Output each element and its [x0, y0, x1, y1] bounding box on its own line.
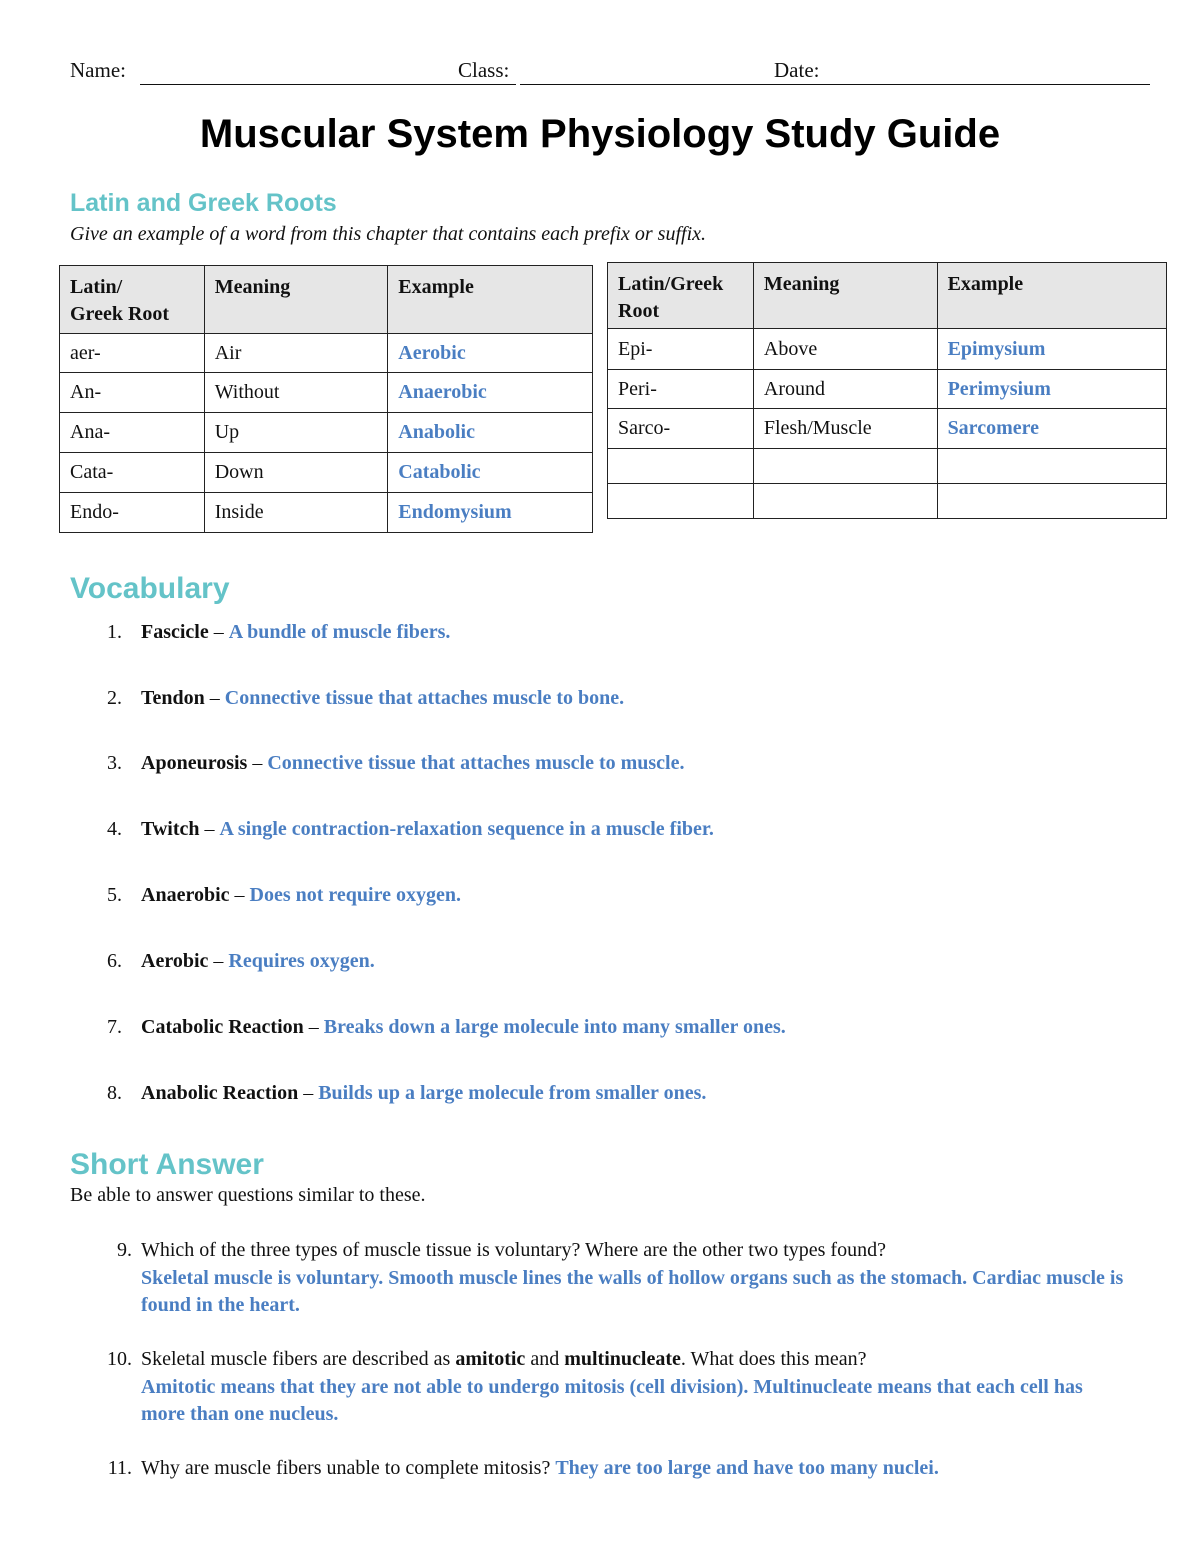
question-text-part: . What does this mean?: [680, 1348, 867, 1370]
separator: –: [298, 1082, 319, 1104]
separator: –: [204, 687, 225, 709]
example-cell[interactable]: Aerobic: [388, 334, 593, 373]
item-number: 4.: [107, 818, 122, 840]
short-answer-heading: Short Answer: [70, 1148, 264, 1181]
table-row: [60, 334, 593, 373]
example-cell[interactable]: Anaerobic: [388, 373, 593, 413]
root-cell: Endo-: [60, 493, 205, 533]
root-cell: Sarco-: [608, 409, 754, 449]
meaning-cell: Around: [753, 370, 937, 409]
root-cell[interactable]: [608, 484, 754, 519]
col-header-meaning: Meaning: [753, 263, 937, 329]
root-cell: Epi-: [608, 329, 754, 370]
question-text-part: and: [525, 1348, 565, 1370]
root-cell: aer-: [60, 334, 205, 373]
root-cell[interactable]: [608, 449, 754, 484]
question-term-multinucleate: multinucleate: [564, 1348, 681, 1370]
vocab-definition[interactable]: Connective tissue that attaches muscle to muscle.: [267, 752, 685, 774]
table-row: [60, 493, 593, 533]
table-row: [60, 373, 593, 413]
header-fields: [70, 58, 1080, 88]
col-header-meaning: Meaning: [204, 266, 388, 334]
example-cell[interactable]: Epimysium: [937, 329, 1166, 370]
separator: –: [208, 950, 229, 972]
root-cell: An-: [60, 373, 205, 413]
name-field[interactable]: [140, 84, 516, 85]
separator: –: [199, 818, 220, 840]
table-row: [608, 370, 1167, 409]
page-title: Muscular System Physiology Study Guide: [199, 112, 1001, 156]
vocab-term: Aerobic: [141, 950, 209, 972]
vocab-definition[interactable]: A bundle of muscle fibers.: [228, 621, 451, 643]
meaning-cell: Without: [204, 373, 388, 413]
item-number: 3.: [107, 752, 122, 774]
name-label: Name:: [70, 58, 126, 82]
root-cell: Ana-: [60, 413, 205, 453]
vocab-definition[interactable]: Requires oxygen.: [228, 950, 375, 972]
meaning-cell[interactable]: [753, 449, 937, 484]
answer-text[interactable]: Skeletal muscle is voluntary. Smooth muscle lines the walls of hollow organs such as the stomach. Cardiac muscle is found in the heart.: [141, 1266, 1124, 1316]
question-number: 9.: [117, 1239, 132, 1261]
vocab-term: Aponeurosis: [141, 752, 248, 774]
meaning-cell: Up: [204, 413, 388, 453]
question-text: Why are muscle fibers unable to complete mitosis?: [141, 1457, 556, 1479]
example-cell[interactable]: Endomysium: [388, 493, 593, 533]
roots-table-right: [607, 262, 1167, 519]
table-row: [608, 409, 1167, 449]
example-cell[interactable]: Catabolic: [388, 453, 593, 493]
class-field[interactable]: [520, 84, 838, 85]
meaning-cell: Down: [204, 453, 388, 493]
item-number: 5.: [107, 884, 122, 906]
vocab-term: Anabolic Reaction: [141, 1082, 299, 1104]
meaning-cell: Inside: [204, 493, 388, 533]
separator: –: [247, 752, 268, 774]
col-header-root: Latin/ Greek Root: [60, 266, 205, 334]
vocabulary-heading: Vocabulary: [70, 572, 230, 605]
meaning-cell: Flesh/Muscle: [753, 409, 937, 449]
question-number: 10.: [107, 1348, 132, 1370]
item-number: 8.: [107, 1082, 122, 1104]
separator: –: [208, 621, 229, 643]
vocab-definition[interactable]: Does not require oxygen.: [249, 884, 461, 906]
separator: –: [229, 884, 250, 906]
vocab-term: Anaerobic: [141, 884, 230, 906]
question-text: Which of the three types of muscle tissue is voluntary? Where are the other two types found?: [141, 1239, 886, 1261]
table-row: [608, 449, 1167, 484]
vocab-definition[interactable]: Connective tissue that attaches muscle to bone.: [224, 687, 625, 709]
table-row: [608, 484, 1167, 519]
roots-table-left: [59, 265, 593, 533]
vocab-definition[interactable]: Breaks down a large molecule into many smaller ones.: [323, 1016, 786, 1038]
date-field[interactable]: [832, 84, 1150, 85]
root-cell: Cata-: [60, 453, 205, 493]
question-text-part: Skeletal muscle fibers are described as: [141, 1348, 456, 1370]
item-number: 6.: [107, 950, 122, 972]
vocab-term: Tendon: [141, 687, 205, 709]
date-label: Date:: [774, 58, 820, 82]
col-header-root: Latin/Greek Root: [608, 263, 754, 329]
question-number: 11.: [107, 1457, 132, 1479]
example-cell[interactable]: Sarcomere: [937, 409, 1166, 449]
table-header-row: [608, 263, 1167, 329]
roots-heading: Latin and Greek Roots: [70, 189, 337, 217]
separator: –: [303, 1016, 324, 1038]
example-cell[interactable]: Perimysium: [937, 370, 1166, 409]
example-cell[interactable]: Anabolic: [388, 413, 593, 453]
table-row: [608, 329, 1167, 370]
table-header-row: [60, 266, 593, 334]
item-number: 2.: [107, 687, 122, 709]
example-cell[interactable]: [937, 449, 1166, 484]
vocab-term: Twitch: [141, 818, 200, 840]
meaning-cell: Above: [753, 329, 937, 370]
meaning-cell: Air: [204, 334, 388, 373]
col-header-example: Example: [388, 266, 593, 334]
vocab-definition[interactable]: Builds up a large molecule from smaller ones.: [318, 1082, 707, 1104]
col-header-example: Example: [937, 263, 1166, 329]
vocab-term: Fascicle: [141, 621, 209, 643]
example-cell[interactable]: [937, 484, 1166, 519]
short-answer-instructions: Be able to answer questions similar to these.: [70, 1184, 426, 1206]
root-cell: Peri-: [608, 370, 754, 409]
item-number: 1.: [107, 621, 122, 643]
meaning-cell[interactable]: [753, 484, 937, 519]
item-number: 7.: [107, 1016, 122, 1038]
answer-text[interactable]: They are too large and have too many nuclei.: [555, 1457, 939, 1479]
class-label: Class:: [458, 58, 510, 82]
vocab-term: Catabolic Reaction: [141, 1016, 304, 1038]
vocab-definition[interactable]: A single contraction-relaxation sequence in a muscle fiber.: [219, 818, 714, 840]
table-row: [60, 413, 593, 453]
question-term-amitotic: amitotic: [455, 1348, 526, 1370]
answer-text[interactable]: Amitotic means that they are not able to undergo mitosis (cell division). Multinucleate means that each cell has more than one nucleus.: [141, 1375, 1083, 1425]
roots-instructions: Give an example of a word from this chapter that contains each prefix or suffix.: [70, 223, 707, 245]
table-row: [60, 453, 593, 493]
